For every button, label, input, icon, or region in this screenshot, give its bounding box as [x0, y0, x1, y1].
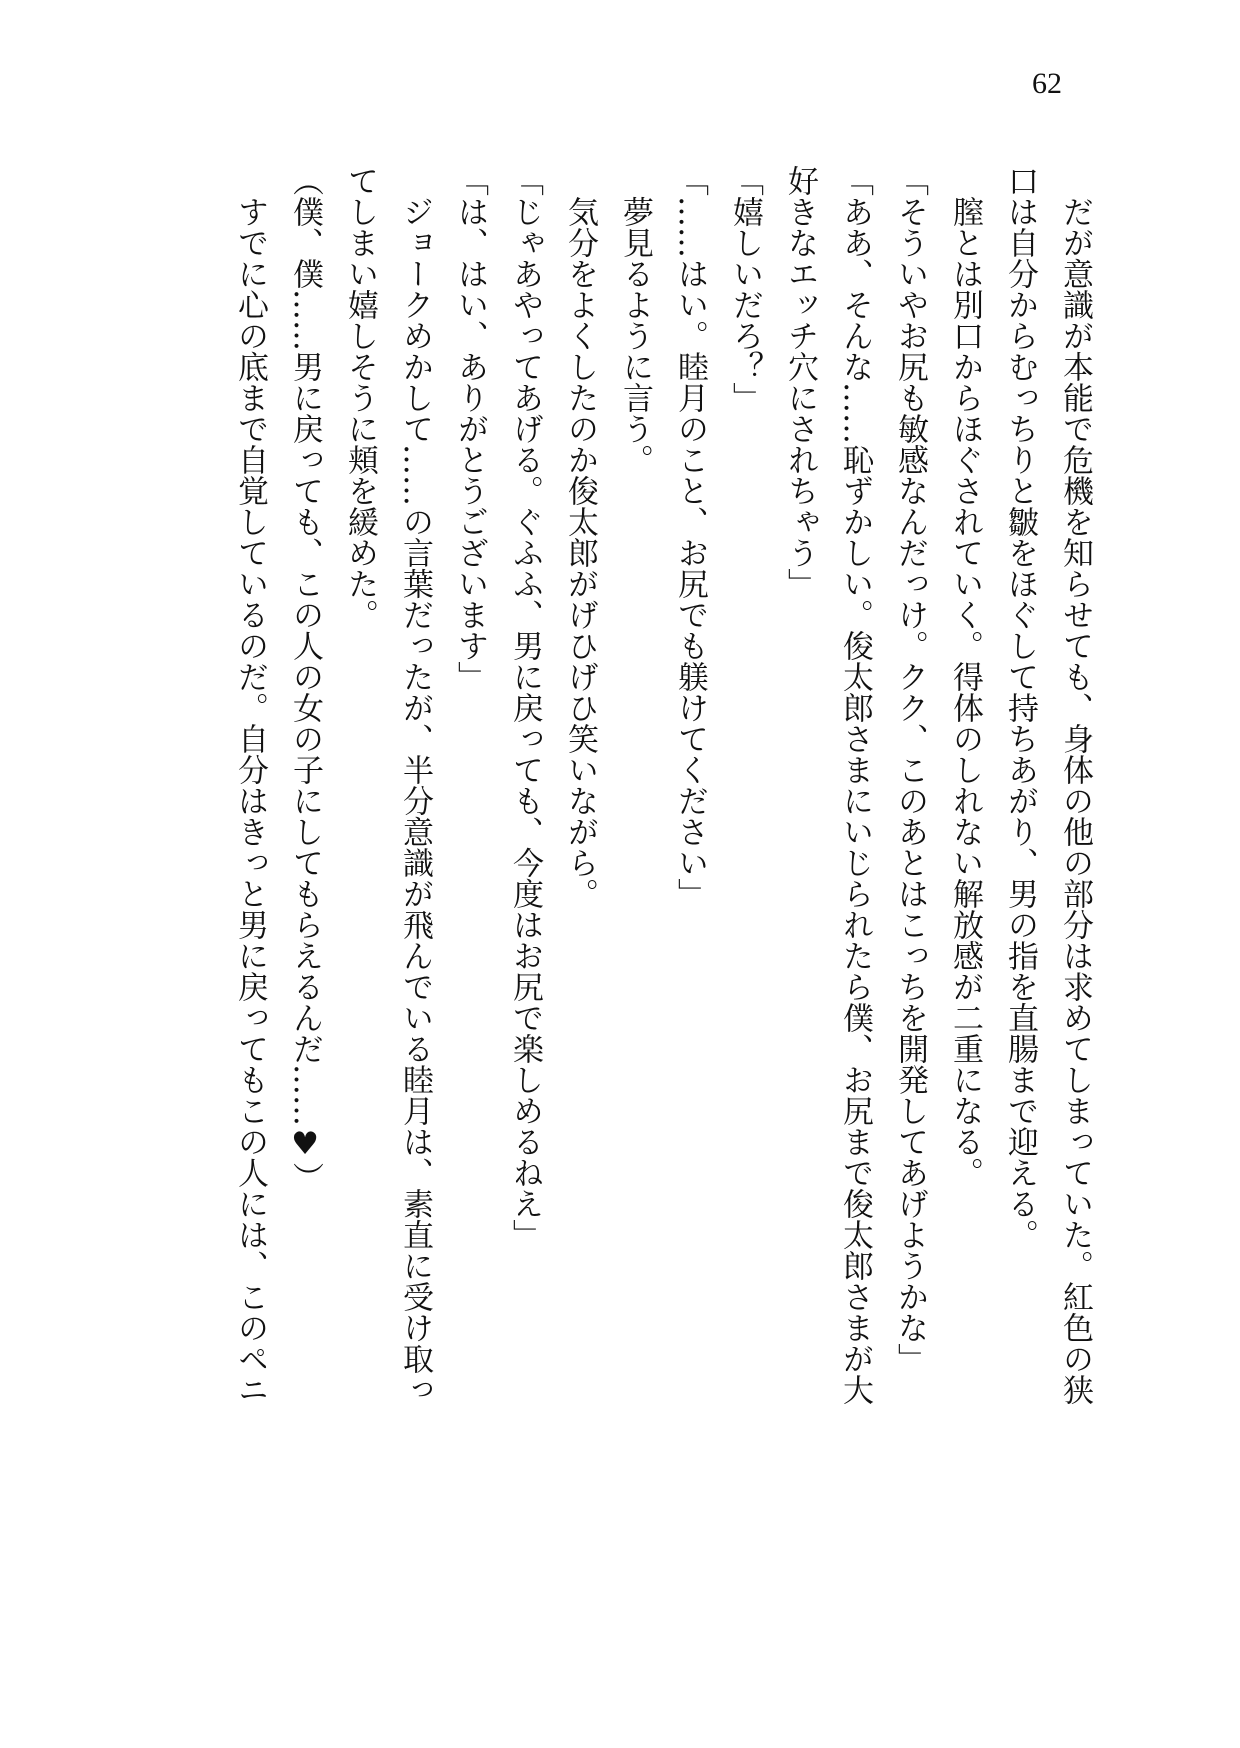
text-column: 「ああ、そんな……恥ずかしい。俊太郎さまにいじられたら僕、お尻まで俊太郎さまが大 [837, 165, 873, 1405]
text-column: ジョークめかして……の言葉だったが、半分意識が飛んでいる睦月は、素直に受け取っ [397, 165, 433, 1405]
text-column: 好きなエッチ穴にされちゃう」 [782, 165, 818, 599]
vertical-text-body [222, 165, 1102, 1410]
text-column: てしまい嬉しそうに頬を緩めた。 [342, 165, 378, 630]
text-column: 夢見るように言う。 [617, 165, 653, 475]
text-column: 「そういやお尻も敏感なんだっけ。クク、このあとはこっちを開発してあげようかな」 [892, 165, 928, 1374]
text-column: 口は自分からむっちりと皺をほぐして持ちあがり、男の指を直腸まで迎える。 [1002, 165, 1038, 1250]
text-column: 「嬉しいだろ？」 [727, 165, 763, 413]
text-column: 「……はい。睦月のこと、お尻でも躾けてください」 [672, 165, 708, 909]
text-column: （僕、僕……男に戻っても、この人の女の子にしてもらえるんだ……♥） [287, 165, 323, 1193]
text-column: すでに心の底まで自覚しているのだ。自分はきっと男に戻ってもこの人には、このペニ [232, 165, 268, 1405]
text-column: 「は、はい、ありがとうございます」 [452, 165, 488, 692]
text-column: 「じゃあやってあげる。ぐふふ、男に戻っても、今度はお尻で楽しめるねえ」 [507, 165, 543, 1250]
text-column: 気分をよくしたのか俊太郎がげひげひ笑いながら。 [562, 165, 598, 909]
text-column: だが意識が本能で危機を知らせても、身体の他の部分は求めてしまっていた。紅色の狭 [1057, 165, 1093, 1405]
page-number: 62 [1032, 67, 1062, 100]
text-column: 膣とは別口からほぐされていく。得体のしれない解放感が二重になる。 [947, 165, 983, 1188]
